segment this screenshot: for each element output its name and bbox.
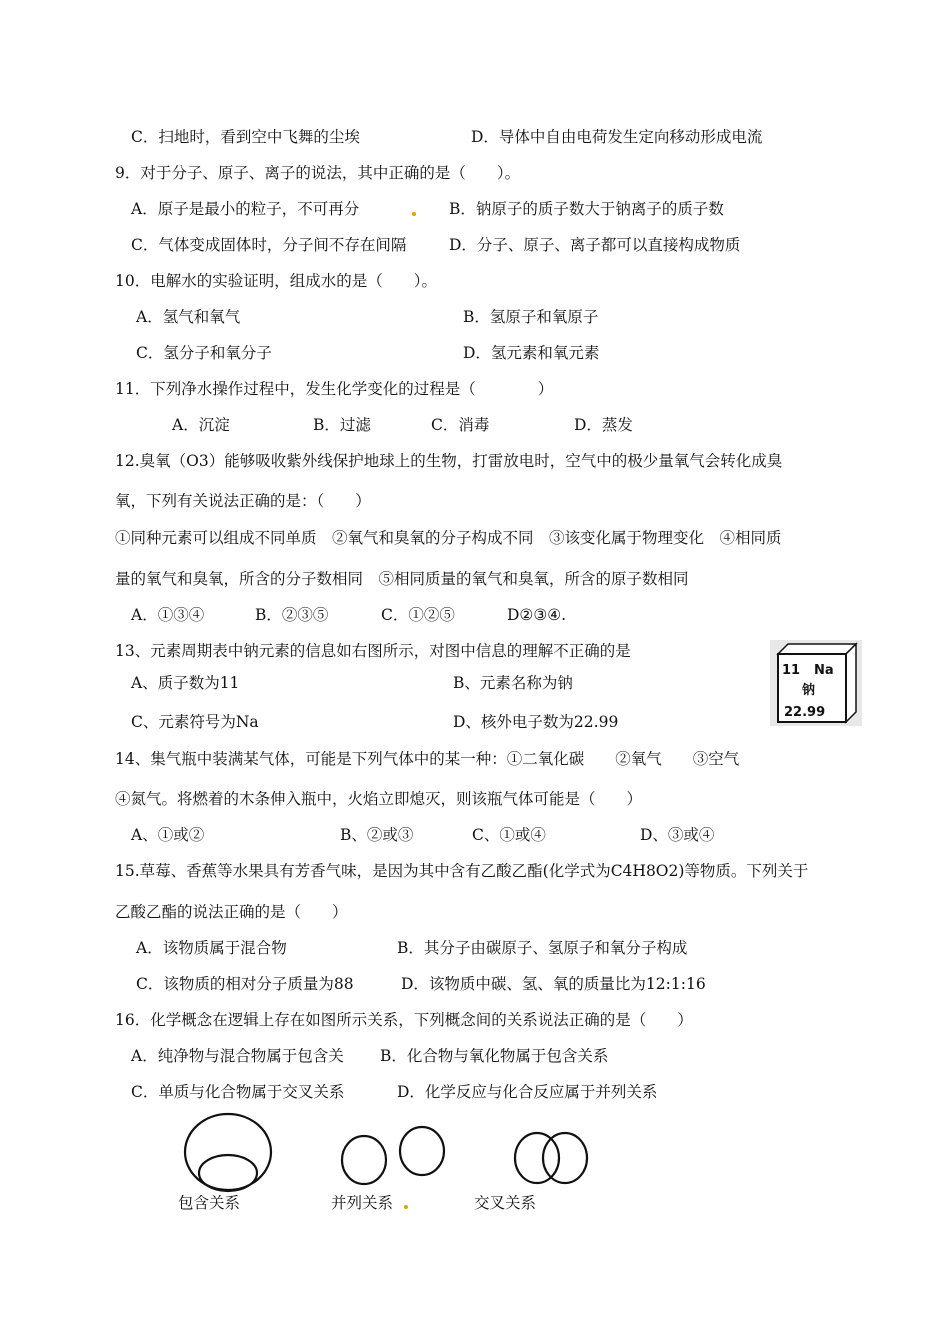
q13-option-a: A、质子数为11	[131, 674, 240, 692]
q13-option-b: B、元素名称为钠	[453, 674, 573, 692]
q11-option-c: C．消毒	[431, 416, 490, 434]
q9-option-a: A．原子是最小的粒子，不可再分	[131, 200, 360, 218]
q15-option-a: A．该物质属于混合物	[136, 939, 287, 957]
contain-outer-circle	[185, 1114, 271, 1190]
q12-option-a: A．①③④	[131, 606, 205, 624]
q14-option-c: C、①或④	[472, 826, 546, 844]
q12-line-4: 量的氧气和臭氧，所含的分子数相同 ⑤相同质量的氧气和臭氧，所含的原子数相同	[115, 570, 689, 588]
stray-dot	[412, 212, 416, 216]
q15-option-d: D．该物质中碳、氢、氧的质量比为12:1:16	[401, 975, 706, 993]
q16-option-a: A．纯净物与混合物属于包含关	[131, 1047, 344, 1065]
q14-option-b: B、②或③	[340, 826, 414, 844]
q16-option-d: D．化学反应与化合反应属于并列关系	[397, 1083, 658, 1101]
q8-option-c: C．扫地时，看到空中飞舞的尘埃	[131, 128, 360, 146]
parallel-left-circle	[342, 1136, 386, 1184]
q15-option-b: B．其分子由碳原子、氢原子和氧分子构成	[397, 939, 688, 957]
element-card-top	[778, 644, 856, 654]
q12-option-c: C．①②⑤	[381, 606, 455, 624]
element-name: 钠	[802, 683, 816, 698]
q12-line-1: 12.臭氧（O3）能够吸收紫外线保护地球上的生物，打雷放电时，空气中的极少量氧气会转化成臭	[115, 452, 783, 470]
q16-option-b: B．化合物与氧化物属于包含关系	[380, 1047, 609, 1065]
q10-option-c: C．氢分子和氧分子	[136, 344, 272, 362]
q11-stem: 11．下列净水操作过程中，发生化学变化的过程是（ ）	[115, 380, 554, 398]
intersect-right-circle	[543, 1133, 587, 1183]
q12-option-d: D②③④.	[507, 606, 567, 624]
intersect-label: 交叉关系	[474, 1194, 537, 1212]
q13-option-d: D、核外电子数为22.99	[453, 713, 619, 731]
element-card-side	[846, 644, 856, 722]
parallel-right-circle	[400, 1127, 444, 1175]
q12-option-b: B．②③⑤	[255, 606, 329, 624]
sodium-element-card	[770, 640, 862, 726]
q9-option-d: D．分子、原子、离子都可以直接构成物质	[449, 236, 741, 254]
q14-line-1: 14、集气瓶中装满某气体，可能是下列气体中的某一种：①二氧化碳 ②氧气 ③空气	[115, 750, 740, 768]
q16-option-c: C．单质与化合物属于交叉关系	[131, 1083, 345, 1101]
parallel-label: 并列关系	[331, 1194, 394, 1212]
q14-option-d: D、③或④	[640, 826, 715, 844]
q10-option-a: A．氢气和氧气	[136, 308, 241, 326]
q8-option-d: D．导体中自由电荷发生定向移动形成电流	[471, 128, 763, 146]
q12-line-3: ①同种元素可以组成不同单质 ②氧气和臭氧的分子构成不同 ③该变化属于物理变化 ④相同质	[115, 529, 782, 547]
q9-stem: 9．对于分子、原子、离子的说法，其中正确的是（ ）。	[115, 164, 521, 182]
q10-option-d: D．氢元素和氧元素	[463, 344, 600, 362]
q15-line-1: 15.草莓、香蕉等水果具有芳香气味，是因为其中含有乙酸乙酯(化学式为C4H8O2)等物质。下列关于	[115, 862, 809, 880]
q15-line-2: 乙酸乙酯的说法正确的是（ ）	[115, 903, 348, 921]
q11-option-b: B．过滤	[313, 416, 371, 434]
element-symbol: Na	[814, 663, 834, 678]
intersect-left-circle	[515, 1133, 559, 1183]
q12-line-2: 氧，下列有关说法正确的是：（ ）	[115, 492, 371, 510]
q10-option-b: B．氢原子和氧原子	[463, 308, 599, 326]
q13-option-c: C、元素符号为Na	[131, 713, 259, 731]
element-atomic-mass: 22.99	[784, 705, 826, 720]
q14-line-2: ④氮气。将燃着的木条伸入瓶中，火焰立即熄灭，则该瓶气体可能是（ ）	[115, 790, 643, 808]
contain-inner-circle	[199, 1155, 257, 1191]
q15-option-c: C．该物质的相对分子质量为88	[136, 975, 354, 993]
q10-stem: 10．电解水的实验证明，组成水的是（ ）。	[115, 272, 437, 290]
q16-stem: 16．化学概念在逻辑上存在如图所示关系，下列概念间的关系说法正确的是（ ）	[115, 1011, 693, 1029]
stray-dot	[404, 1205, 408, 1209]
relationship-diagrams	[170, 1108, 610, 1198]
q11-option-d: D．蒸发	[574, 416, 633, 434]
q9-option-c: C．气体变成固体时，分子间不存在间隔	[131, 236, 407, 254]
q11-option-a: A．沉淀	[172, 416, 230, 434]
q13-stem: 13、元素周期表中钠元素的信息如右图所示，对图中信息的理解不正确的是	[115, 642, 631, 660]
q14-option-a: A、①或②	[131, 826, 205, 844]
q9-option-b: B．钠原子的质子数大于钠离子的质子数	[449, 200, 724, 218]
contain-label: 包含关系	[178, 1194, 241, 1212]
element-atomic-number: 11	[782, 663, 801, 678]
